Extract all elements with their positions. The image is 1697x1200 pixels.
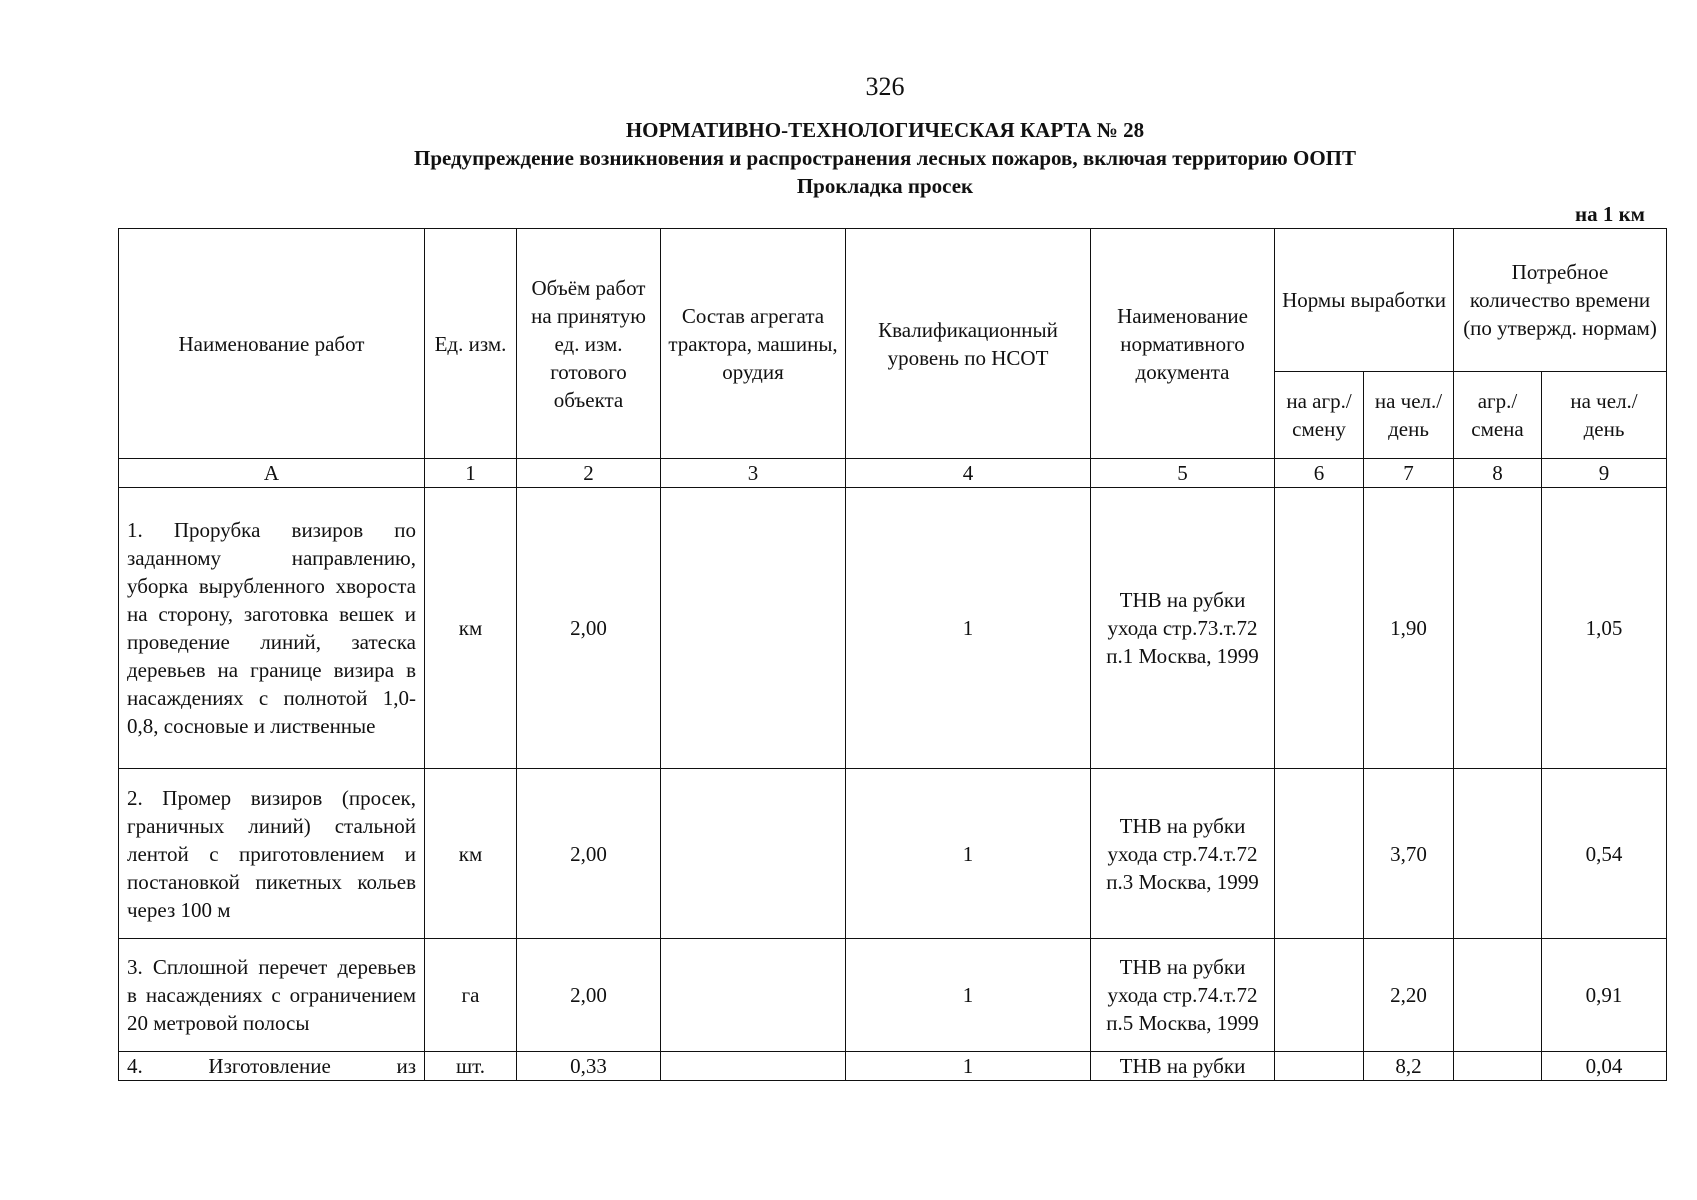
qualification-cell: 1: [846, 769, 1091, 939]
norm-person-cell: 2,20: [1364, 939, 1454, 1052]
header-document: Наименование нормативного документа: [1091, 229, 1275, 459]
unit-note: на 1 км: [1574, 202, 1645, 226]
composition-cell: [661, 769, 846, 939]
column-index-row: [119, 459, 1667, 488]
table-row: [119, 1052, 1667, 1081]
header-norms-person: на чел./ день: [1364, 372, 1454, 459]
time-agg-cell: [1454, 488, 1542, 769]
time-agg-cell: [1454, 939, 1542, 1052]
unit-cell: км: [425, 488, 517, 769]
qualification-cell: 1: [846, 488, 1091, 769]
document-cell: ТНВ на рубки ухода стр.73.т.72 п.1 Москва, 1999: [1091, 488, 1275, 769]
volume-cell: 2,00: [517, 488, 661, 769]
index-cell: 4: [846, 459, 1091, 488]
norm-person-cell: 1,90: [1364, 488, 1454, 769]
page-number: 326: [865, 72, 905, 101]
work-name-cell: 4. Изготовление из: [119, 1052, 425, 1081]
qualification-cell: 1: [846, 1052, 1091, 1081]
document-cell: ТНВ на рубки ухода стр.74.т.72 п.5 Москва, 1999: [1091, 939, 1275, 1052]
norm-person-cell: 3,70: [1364, 769, 1454, 939]
header-time-agg: агр./ смена: [1454, 372, 1542, 459]
time-person-cell: 1,05: [1542, 488, 1667, 769]
index-cell: 5: [1091, 459, 1275, 488]
norm-agg-cell: [1275, 769, 1364, 939]
title-block: [0, 116, 1697, 200]
index-cell: 7: [1364, 459, 1454, 488]
time-person-cell: 0,54: [1542, 769, 1667, 939]
time-person-cell: 0,91: [1542, 939, 1667, 1052]
index-cell: 6: [1275, 459, 1364, 488]
table-row: [119, 488, 1667, 769]
index-cell: 9: [1542, 459, 1667, 488]
header-norms: Нормы выработки: [1275, 229, 1454, 372]
time-agg-cell: [1454, 1052, 1542, 1081]
unit-cell: км: [425, 769, 517, 939]
index-cell: А: [119, 459, 425, 488]
header-norms-agg: на агр./ смену: [1275, 372, 1364, 459]
header-qualification: Квалификационный уровень по НСОТ: [846, 229, 1091, 459]
index-cell: 2: [517, 459, 661, 488]
header-time-person: на чел./ день: [1542, 372, 1667, 459]
unit-cell: га: [425, 939, 517, 1052]
index-cell: 3: [661, 459, 846, 488]
composition-cell: [661, 939, 846, 1052]
document-cell: ТНВ на рубки: [1091, 1052, 1275, 1081]
document-subtitle: Предупреждение возникновения и распространения лесных пожаров, включая территорию ООПТ: [413, 146, 1356, 170]
norm-person-cell: 8,2: [1364, 1052, 1454, 1081]
header-composition: Состав агрегата трактора, машины, орудия: [661, 229, 846, 459]
composition-cell: [661, 488, 846, 769]
volume-cell: 2,00: [517, 769, 661, 939]
volume-cell: 2,00: [517, 939, 661, 1052]
time-person-cell: 0,04: [1542, 1052, 1667, 1081]
table-row: [119, 769, 1667, 939]
header-work-name: Наименование работ: [119, 229, 425, 459]
document-title: НОРМАТИВНО-ТЕХНОЛОГИЧЕСКАЯ КАРТА № 28: [625, 118, 1145, 142]
work-name-cell: 1. Прорубка визиров по заданному направлению, уборка вырубленного хвороста на сторону, заготовка вешек и проведение линий, затеска деревьев на границе визира в насаждениях с полнотой 1,0-0,8, сосновые и лиственные: [119, 488, 425, 769]
document-cell: ТНВ на рубки ухода стр.74.т.72 п.3 Москва, 1999: [1091, 769, 1275, 939]
unit-cell: шт.: [425, 1052, 517, 1081]
index-cell: 1: [425, 459, 517, 488]
qualification-cell: 1: [846, 939, 1091, 1052]
work-name-cell: 3. Сплошной перечет деревьев в насаждениях с ограничением 20 метровой полосы: [119, 939, 425, 1052]
composition-cell: [661, 1052, 846, 1081]
norm-agg-cell: [1275, 1052, 1364, 1081]
time-agg-cell: [1454, 769, 1542, 939]
section-title: Прокладка просек: [796, 174, 974, 198]
work-name-cell: 2. Промер визиров (просек, граничных линий) стальной лентой с приготовлением и постановкой пикетных кольев через 100 м: [119, 769, 425, 939]
norm-agg-cell: [1275, 939, 1364, 1052]
volume-cell: 0,33: [517, 1052, 661, 1081]
norm-agg-cell: [1275, 488, 1364, 769]
norm-table: [118, 228, 1667, 1081]
header-unit: Ед. изм.: [425, 229, 517, 459]
table-row: [119, 939, 1667, 1052]
header-time: Потребное количество времени (по утвержд. нормам): [1454, 229, 1667, 372]
index-cell: 8: [1454, 459, 1542, 488]
header-volume: Объём работ на принятую ед. изм. готового объекта: [517, 229, 661, 459]
